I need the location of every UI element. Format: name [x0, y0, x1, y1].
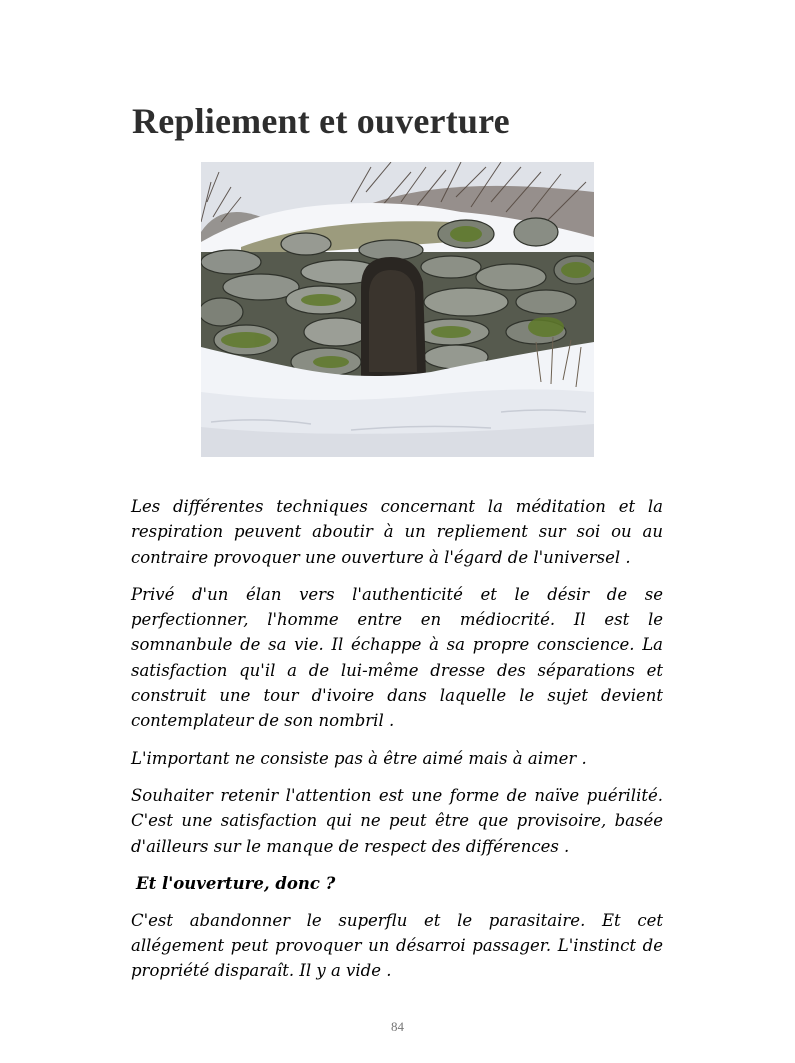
paragraph: L'important ne consiste pas à être aimé mais à aimer .: [131, 748, 587, 768]
subheading: Et l'ouverture, donc ?: [136, 873, 336, 893]
paragraph: C'est abandonner le superflu et le parasitaire. Et cet allégement peut provoquer un désarroi passager. L'instinct de propriété disparaît. Il y a vide .: [131, 910, 663, 981]
paragraph: Souhaiter retenir l'attention est une forme de naïve puérilité. C'est une satisfaction qui ne peut être que provisoire, basée d'ailleurs sur le manque de respect des différences .: [131, 785, 663, 856]
paragraph: Privé d'un élan vers l'authenticité et le désir de se perfectionner, l'homme entre en médiocrité. Il est le somnanbule de sa vie. Il échappe à sa propre conscience. La satisfaction qu'il a de lui-même dresse des séparations et construit une tour d'ivoire dans laquelle le sujet devient contemplateur de son nombril .: [131, 584, 663, 731]
page-title: Repliement et ouverture: [132, 101, 510, 141]
stone-shelter-photo: [201, 162, 594, 457]
page-number: 84: [391, 1019, 404, 1034]
body-text: [131, 494, 663, 996]
paragraph: Les différentes techniques concernant la méditation et la respiration peuvent aboutir à un repliement sur soi ou au contraire provoquer une ouverture à l'égard de l'universel .: [131, 497, 663, 567]
